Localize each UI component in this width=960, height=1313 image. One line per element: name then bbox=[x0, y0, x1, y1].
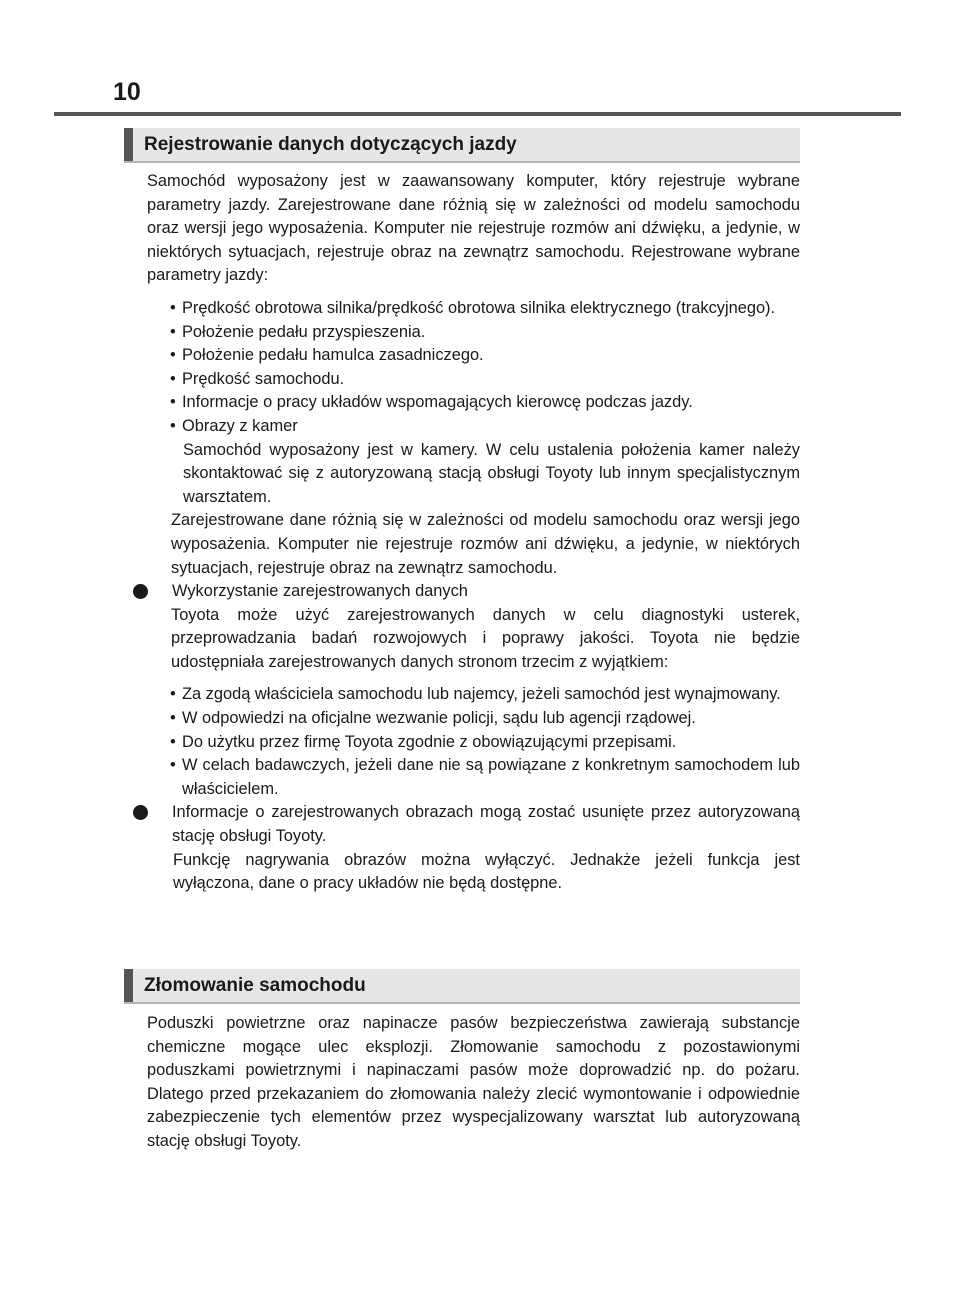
list-item: • Obrazy z kamer bbox=[170, 416, 298, 435]
images-note: Informacje o zarejestrowanych obrazach mogą zostać usunięte przez autoryzowaną stację obsługi Toyoty. bbox=[147, 801, 800, 848]
list-item: • Informacje o pracy układów wspomagających kierowcę podczas jazdy. bbox=[170, 393, 693, 412]
param-list bbox=[147, 297, 800, 509]
section-header-scrapping bbox=[124, 969, 800, 1004]
list-item: • Położenie pedału hamulca zasadniczego. bbox=[170, 346, 484, 365]
usage-paragraph: Toyota może użyć zarejestrowanych danych w celu diagnostyki usterek, przeprowadzania badań rozwojowych i poprawy jakości. Toyota nie będzie udostępniała zarejestrowanych danych stronom trzecim z wyjątkiem: bbox=[171, 605, 800, 671]
section-accent-bar bbox=[124, 969, 133, 1002]
cameras-note: Samochód wyposażony jest w kamery. W celu ustalenia położenia kamer należy skontaktować się z autoryzowaną stacją obsługi Toyoty lub innym specjalistycznym warsztatem. bbox=[183, 440, 800, 506]
section-body-scrapping bbox=[147, 1012, 800, 1154]
section-title-recording: Rejestrowanie danych dotyczących jazdy bbox=[144, 134, 517, 155]
list-item: • Położenie pedału przyspieszenia. bbox=[170, 322, 426, 341]
list-item: • Prędkość obrotowa silnika/prędkość obrotowa silnika elektrycznego (trakcyjnego). bbox=[170, 298, 776, 317]
list-item: • Do użytku przez firmę Toyota zgodnie z obowiązującymi przepisami. bbox=[170, 732, 677, 751]
exceptions-list bbox=[147, 683, 800, 801]
section-accent-bar bbox=[124, 128, 133, 161]
list-item: • W odpowiedzi na oficjalne wezwanie policji, sądu lub agencji rządowej. bbox=[170, 709, 696, 728]
top-rule bbox=[54, 112, 901, 116]
list-item: • Za zgodą właściciela samochodu lub najemcy, jeżeli samochód jest wynajmowany. bbox=[170, 685, 781, 704]
dependency-note: Zarejestrowane dane różnią się w zależności od modelu samochodu oraz wersji jego wyposażenia. Komputer nie rejestruje rozmów ani dźwięku, a jedynie, w niektórych sytuacjach, rejestruje obraz na zewnątrz samochodu. bbox=[171, 511, 800, 577]
page-number: 10 bbox=[113, 78, 141, 106]
intro-paragraph: Samochód wyposażony jest w zaawansowany komputer, który rejestruje wybrane parametry jazdy. Zarejestrowane dane różnią się w zależności od modelu samochodu oraz wersji jego wyposażenia. Komputer nie rejestruje rozmów ani dźwięku, a jedynie, w niektórych sytuacjach, rejestruje obraz na zewnątrz samochodu. Rejestrowane wybrane parametry jazdy: bbox=[147, 172, 800, 285]
usage-heading: Wykorzystanie zarejestrowanych danych bbox=[147, 580, 800, 604]
recording-note: Funkcję nagrywania obrazów można wyłączyć. Jednakże jeżeli funkcja jest wyłączona, dane o pracy układów nie będą dostępne. bbox=[173, 850, 800, 893]
section-body-recording bbox=[147, 170, 800, 896]
list-item: • Prędkość samochodu. bbox=[170, 369, 345, 388]
scrapping-paragraph: Poduszki powietrzne oraz napinacze pasów bezpieczeństwa zawierają substancje chemiczne mogące ulec eksplozji. Złomowanie samochodu z pozostawionymi poduszkami powietrznymi i napinaczami pasów może doprowadzić np. do pożaru. Dlatego przed przekazaniem do złomowania należy zlecić wymontowanie i odpowiednie zabezpieczenie tych elementów przez wyspecjalizowany warsztat lub autoryzowaną stację obsługi Toyoty. bbox=[147, 1014, 800, 1150]
bullet-circle-icon bbox=[133, 805, 148, 820]
bullet-circle-icon bbox=[133, 584, 148, 599]
section-header-recording bbox=[124, 128, 800, 163]
section-title-scrapping: Złomowanie samochodu bbox=[144, 975, 366, 996]
list-item: • W celach badawczych, jeżeli dane nie są powiązane z konkretnym samochodem lub właścicielem. bbox=[170, 756, 800, 798]
